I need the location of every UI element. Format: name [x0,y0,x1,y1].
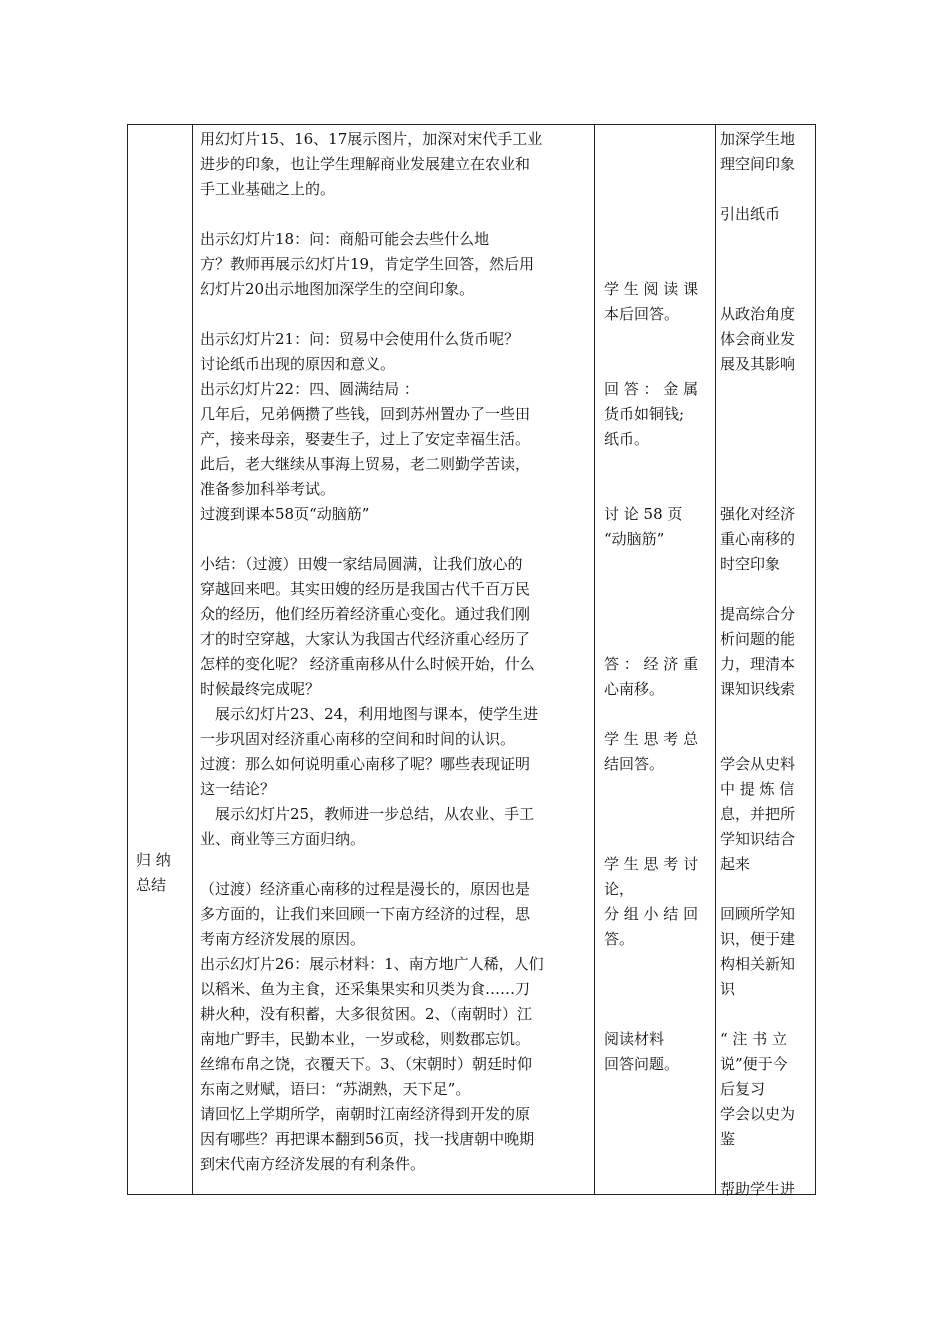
student-activity-line: 阅读材料 [604,1030,665,1048]
teacher-activity-line: 几年后，兄弟俩攒了些钱，回到苏州置办了一些田 [200,405,531,423]
teacher-activity-line: 进步的印象，也让学生理解商业发展建立在农业和 [200,155,531,173]
design-intent-line: 时空印象 [720,555,781,573]
teacher-activity-line: 考南方经济发展的原因。 [200,930,366,948]
student-activity-line: 学 生 思 考 总 [604,730,699,748]
teacher-activity-line: 准备参加科举考试。 [200,480,336,498]
student-activity-line: 纸币。 [604,430,650,448]
teacher-activity-line: 此后，老大继续从事海上贸易，老二则勤学苦读， [200,455,531,473]
teacher-activity-line: 幻灯片20出示地图加深学生的空间印象。 [200,280,475,298]
teacher-activity-line: （过渡）经济重心南移的过程是漫长的，原因也是 [200,880,531,898]
teacher-activity-line: 东南之财赋，语曰：“苏湖熟，天下足”。 [200,1080,471,1098]
teacher-activity-line: 这一结论？ [200,780,276,798]
student-activity-line: 回 答 ： 金 属 [604,380,699,398]
row-label-line: 总结 [136,876,167,894]
column-divider [594,125,595,1194]
design-intent-line: 从政治角度 [720,305,796,323]
design-intent-line: 识 [720,980,736,998]
design-intent-line: 加深学生地 [720,130,796,148]
teacher-activity-line: 方？教师再展示幻灯片19，肯定学生回答，然后用 [200,255,535,273]
student-activity-line: 回答问题。 [604,1055,680,1073]
design-intent-line: “ 注 书 立 [720,1030,787,1048]
teacher-activity-line: 请回忆上学期所学，南朝时江南经济得到开发的原 [200,1105,531,1123]
design-intent-line: 理空间印象 [720,155,796,173]
teacher-activity-line: 手工业基础之上的。 [200,180,336,198]
design-intent-line: 力，理清本 [720,655,796,673]
column-divider [192,125,193,1194]
design-intent-line: 引出纸币 [720,205,781,223]
design-intent-line: 起来 [720,855,751,873]
teacher-activity-line: 怎样的变化呢？ 经济重南移从什么时候开始，什么 [200,655,535,673]
teacher-activity-line: 讨论纸币出现的原因和意义。 [200,355,396,373]
student-activity-line: 论， [604,880,635,898]
teacher-activity-line: 出示幻灯片21：问：贸易中会使用什么货币呢？ [200,330,520,348]
teacher-activity-line: 耕火种，没有积蓄，大多很贫困。2、（南朝时）江 [200,1005,533,1023]
design-intent-line: 体会商业发 [720,330,796,348]
student-activity-line: 分 组 小 结 回 [604,905,699,923]
design-intent-line: 回顾所学知 [720,905,796,923]
design-intent-line: 展及其影响 [720,355,796,373]
design-intent-line: 析问题的能 [720,630,796,648]
design-intent-line: 学会以史为 [720,1105,796,1123]
lesson-plan-table [127,124,816,1198]
design-intent-line: 学会从史料 [720,755,796,773]
design-intent-line: 强化对经济 [720,505,796,523]
student-activity-line: 心南移。 [604,680,665,698]
design-intent-line: 提高综合分 [720,605,796,623]
teacher-activity-line: 过渡到课本58页“动脑筋” [200,505,370,523]
row-label-line: 归 纳 [136,851,171,869]
teacher-activity-line: 小结：（过渡）田嫂一家结局圆满，让我们放心的 [200,555,523,573]
design-intent-line: 识，便于建 [720,930,796,948]
student-activity-line: 答。 [604,930,635,948]
design-intent-line: 息，并把所 [720,805,796,823]
design-intent-line: 重心南移的 [720,530,796,548]
column-divider [715,125,716,1194]
teacher-activity-line: 过渡：那么如何说明重心南移了呢？哪些表现证明 [200,755,531,773]
teacher-activity-line: 以稻米、鱼为主食，还采集果实和贝类为食……刀 [200,980,531,998]
student-activity-line: “动脑筋” [604,530,665,548]
design-intent-line: 中 提 炼 信 [720,780,795,798]
teacher-activity-line: 出示幻灯片26：展示材料：1、南方地广人稀，人们 [200,955,544,973]
design-intent-line: 帮助学生进 [720,1180,796,1198]
design-intent-line: 课知识线索 [720,680,796,698]
teacher-activity-line: 多方面的，让我们来回顾一下南方经济的过程，思 [200,905,531,923]
teacher-activity-line: 一步巩固对经济重心南移的空间和时间的认识。 [200,730,516,748]
teacher-activity-line: 穿越回来吧。其实田嫂的经历是我国古代千百万民 [200,580,531,598]
teacher-activity-line: 产，接来母亲，娶妻生子，过上了安定幸福生活。 [200,430,531,448]
teacher-activity-line: 南地广野丰，民勤本业，一岁或稔，则数郡忘饥。 [200,1030,531,1048]
student-activity-line: 学 生 思 考 讨 [604,855,699,873]
teacher-activity-line: 出示幻灯片22：四、圆满结局 ： [200,380,419,398]
design-intent-line: 说”便于今 [720,1055,788,1073]
teacher-activity-line: 用幻灯片15、16、17展示图片，加深对宋代手工业 [200,130,543,148]
student-activity-line: 讨 论 58 页 [604,505,683,523]
teacher-activity-line: 时候最终完成呢？ [200,680,321,698]
student-activity-line: 结回答。 [604,755,665,773]
design-intent-line: 学知识结合 [720,830,796,848]
design-intent-line: 鉴 [720,1130,736,1148]
teacher-activity-line: 展示幻灯片23、24，利用地图与课本，使学生进 [200,705,539,723]
teacher-activity-line: 到宋代南方经济发展的有利条件。 [200,1155,426,1173]
student-activity-line: 本后回答。 [604,305,680,323]
teacher-activity-line: 出示幻灯片18：问：商船可能会去些什么地 [200,230,490,248]
student-activity-line: 学 生 阅 读 课 [604,280,699,298]
design-intent-line: 构相关新知 [720,955,796,973]
design-intent-line: 后复习 [720,1080,766,1098]
teacher-activity-line: 才的时空穿越，大家认为我国古代经济重心经历了 [200,630,531,648]
teacher-activity-line: 展示幻灯片25，教师进一步总结，从农业、手工 [200,805,535,823]
teacher-activity-line: 因有哪些？再把课本翻到56页，找一找唐朝中晚期 [200,1130,535,1148]
teacher-activity-line: 众的经历，他们经历着经济重心变化。通过我们刚 [200,605,531,623]
teacher-activity-line: 业、商业等三方面归纳。 [200,830,366,848]
student-activity-line: 答 ： 经 济 重 [604,655,699,673]
student-activity-line: 货币如铜钱; [604,405,685,423]
teacher-activity-line: 丝绵布帛之饶，衣覆天下。3、（宋朝时）朝廷时仰 [200,1055,533,1073]
